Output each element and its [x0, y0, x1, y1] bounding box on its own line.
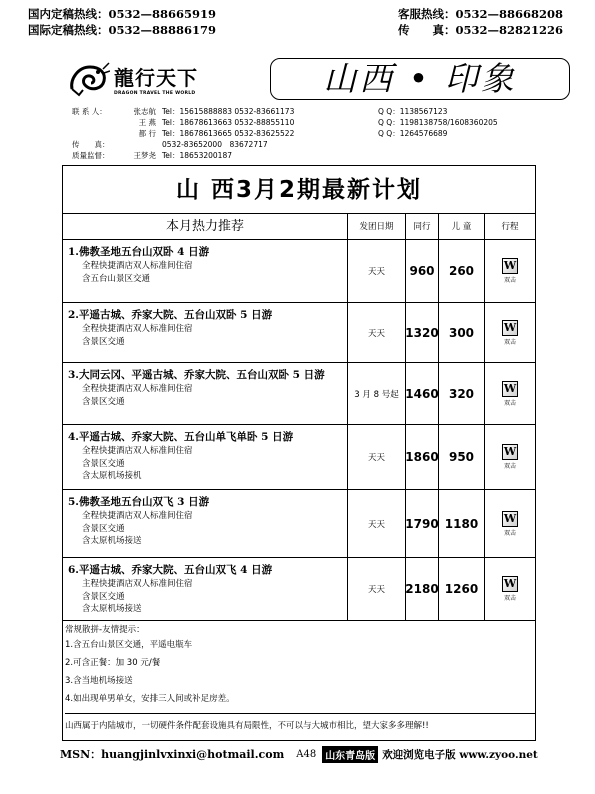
contact-phone: Tel：18653200187	[162, 151, 232, 160]
itinerary-doc-button[interactable]	[502, 320, 518, 346]
route-cell	[63, 303, 348, 362]
peer-price: 1320	[405, 325, 439, 340]
route-title: 6.平遥古城、乔家大院、五台山双飞 4 日游	[68, 564, 273, 576]
route-cell	[63, 425, 348, 489]
route-title: 2.平遥古城、乔家大院、五台山双卧 5 日游	[68, 309, 273, 321]
date-cell	[348, 425, 406, 489]
itinerary-doc-button[interactable]	[502, 381, 518, 407]
word-doc-icon[interactable]: W	[503, 320, 517, 334]
departure-date: 天天	[367, 267, 385, 277]
contact-row	[72, 117, 498, 128]
word-doc-icon[interactable]: W	[503, 381, 517, 395]
child-price: 320	[448, 386, 475, 401]
itinerary-cell	[485, 558, 535, 620]
notes-closing: 山西属于内陆城市，一切硬件条件配套设施具有局限性，不可以与大城市相比，望大家多多理解!!	[65, 713, 535, 733]
contact-qq: Q Q：1264576689	[378, 129, 448, 138]
date-cell	[348, 558, 406, 620]
notes-title: 常规散拼-友情提示：	[65, 625, 145, 635]
notes-section	[63, 621, 535, 733]
dragon-icon	[68, 59, 110, 99]
contact-phone: Tel：18678613665 0532-83625522	[162, 129, 295, 138]
route-title: 5.佛教圣地五台山双飞 3 日游	[68, 496, 210, 508]
departure-date: 3 月 8 号起	[354, 389, 399, 400]
double-click-label: 双击	[503, 529, 516, 537]
departure-date: 天天	[367, 453, 385, 463]
note-item: 3.含当地机场接送	[65, 676, 133, 686]
itinerary-cell	[485, 425, 535, 489]
route-detail: 含五台山景区交通	[82, 273, 151, 284]
contact-name: 王 燕	[138, 118, 156, 127]
child-price: 1260	[444, 582, 479, 596]
contact-row	[72, 150, 498, 161]
header-child: 儿 童	[439, 214, 485, 239]
child-price-cell	[439, 558, 485, 620]
date-cell	[348, 240, 406, 302]
contact-name: 张志航	[133, 107, 156, 116]
banner-title: 山西 • 印象	[323, 59, 517, 98]
child-price: 950	[448, 450, 475, 464]
peer-price: 1860	[405, 450, 439, 464]
word-doc-icon[interactable]: W	[503, 259, 517, 272]
contact-name: 王梦尧	[133, 151, 156, 160]
itinerary-doc-button[interactable]	[502, 258, 518, 284]
itinerary-cell	[485, 363, 535, 424]
route-detail: 主程快捷酒店双人标准间住宿	[82, 579, 193, 589]
contact-phone: Tel：18678613663 0532-88855110	[162, 118, 295, 127]
contact-label: 传 真：	[72, 140, 110, 149]
header-date: 发团日期	[348, 214, 406, 239]
peer-price: 960	[409, 264, 435, 278]
table-row	[63, 425, 535, 490]
itinerary-doc-button[interactable]	[502, 444, 518, 470]
route-detail: 含景区交通	[82, 396, 125, 407]
route-cell	[63, 240, 348, 302]
itinerary-doc-button[interactable]	[502, 576, 518, 602]
peer-price-cell	[406, 425, 439, 489]
itinerary-doc-button[interactable]	[502, 511, 518, 537]
route-cell	[63, 363, 348, 424]
contact-row	[72, 139, 498, 150]
brand-name: 龍行天下	[114, 66, 198, 90]
contact-qq: Q Q：1198138758/1608360205	[378, 118, 498, 127]
child-price-cell	[439, 240, 485, 302]
word-doc-icon[interactable]: W	[503, 511, 517, 525]
msn-contact: MSN：huangjinlvxinxi@hotmail.com	[60, 748, 285, 761]
table-title: 山 西3月2期最新计划	[63, 166, 535, 214]
date-cell	[348, 363, 406, 424]
route-detail: 全程快捷酒店双人标准间住宿	[82, 511, 193, 521]
contact-name: 都 行	[138, 129, 156, 138]
route-detail: 含太原机场接送	[82, 536, 142, 546]
departure-date: 天天	[367, 519, 385, 530]
note-item: 4.如出现单男单女，安排三人间或补足房差。	[65, 694, 235, 704]
peer-price-cell	[406, 490, 439, 557]
website-link[interactable]: 欢迎浏览电子版 www.zyoo.net	[382, 748, 538, 761]
header-routes: 本月热力推荐	[63, 214, 348, 239]
contact-label	[72, 128, 120, 139]
child-price: 300	[448, 325, 475, 340]
itinerary-cell	[485, 240, 535, 302]
route-detail: 含景区交通	[82, 458, 125, 469]
double-click-label: 双击	[503, 595, 516, 602]
peer-price: 1790	[405, 516, 439, 531]
peer-price-cell	[406, 558, 439, 620]
peer-price-cell	[406, 240, 439, 302]
double-click-label: 双击	[503, 463, 516, 470]
table-row	[63, 303, 535, 363]
route-detail: 全程快捷酒店双人标准间住宿	[82, 324, 193, 334]
contact-qq: Q Q：1138567123	[378, 107, 448, 116]
child-price: 1180	[444, 516, 479, 531]
table-row	[63, 490, 535, 558]
route-detail: 含景区交通	[82, 336, 125, 347]
table-header	[63, 214, 535, 240]
header-peer: 同行	[406, 214, 439, 239]
route-detail: 全程快捷酒店双人标准间住宿	[82, 384, 193, 394]
page-number: A48	[296, 748, 317, 760]
contact-label: 质量监督：	[72, 151, 110, 160]
route-detail: 含太原机场接机	[82, 471, 142, 481]
table-row	[63, 363, 535, 425]
route-detail: 含景区交通	[82, 591, 125, 602]
fax-line: 传 真：0532—82821226	[398, 23, 564, 37]
child-price-cell	[439, 363, 485, 424]
hotlines	[28, 6, 568, 38]
contact-label: 联 系 人：	[72, 107, 107, 116]
domestic-hotline: 国内定稿热线：0532—88665919	[28, 7, 217, 21]
service-hotline: 客服热线：0532—88668208	[398, 7, 564, 21]
itinerary-cell	[485, 303, 535, 362]
route-detail: 含太原机场接送	[82, 604, 142, 614]
word-doc-icon[interactable]: W	[503, 445, 517, 458]
contact-label	[72, 117, 120, 128]
child-price-cell	[439, 425, 485, 489]
peer-price-cell	[406, 363, 439, 424]
note-item: 1.含五台山景区交通，平遥电瓶车	[65, 640, 193, 650]
route-title: 1.佛教圣地五台山双卧 4 日游	[68, 246, 210, 258]
page-footer	[60, 745, 540, 763]
brand-slogan: DRAGON TRAVEL THE WORLD	[114, 91, 196, 96]
contact-phone: 0532-83652000 83672717	[162, 140, 268, 149]
double-click-label: 双击	[503, 399, 516, 407]
route-title: 4.平遥古城、乔家大院、五台山单飞单卧 5 日游	[68, 431, 294, 443]
contact-name	[120, 139, 156, 150]
peer-price: 1460	[405, 386, 439, 401]
double-click-label: 双击	[503, 338, 516, 346]
child-price-cell	[439, 303, 485, 362]
route-title: 3.大同云冈、平遥古城、乔家大院、五台山双卧 5 日游	[68, 369, 325, 381]
table-body	[63, 240, 535, 621]
route-detail: 全程快捷酒店双人标准间住宿	[82, 446, 193, 456]
table-row	[63, 240, 535, 303]
child-price: 260	[448, 264, 475, 278]
departure-date: 天天	[367, 585, 385, 595]
note-item: 2.可含正餐：加 30 元/餐	[65, 658, 161, 668]
route-detail: 全程快捷酒店双人标准间住宿	[82, 261, 193, 271]
itinerary-cell	[485, 490, 535, 557]
header-itinerary: 行程	[501, 222, 519, 232]
peer-price: 2180	[405, 582, 439, 596]
contact-phone: Tel：15615888883 0532-83661173	[162, 107, 295, 116]
date-cell	[348, 490, 406, 557]
contact-row	[72, 128, 498, 139]
date-cell	[348, 303, 406, 362]
departure-date: 天天	[367, 328, 385, 339]
route-detail: 含景区交通	[82, 523, 125, 534]
word-doc-icon[interactable]: W	[503, 577, 517, 590]
title-banner	[270, 58, 570, 100]
route-cell	[63, 490, 348, 557]
edition-badge: 山东青岛版	[322, 746, 378, 763]
tour-plan-table	[62, 165, 536, 741]
child-price-cell	[439, 490, 485, 557]
contact-row	[72, 106, 498, 117]
table-row	[63, 558, 535, 621]
route-cell	[63, 558, 348, 620]
double-click-label: 双击	[503, 277, 516, 284]
notes-list	[65, 637, 535, 707]
peer-price-cell	[406, 303, 439, 362]
international-hotline: 国际定稿热线：0532—88886179	[28, 23, 217, 37]
contact-list	[72, 106, 498, 161]
company-logo	[68, 58, 228, 100]
